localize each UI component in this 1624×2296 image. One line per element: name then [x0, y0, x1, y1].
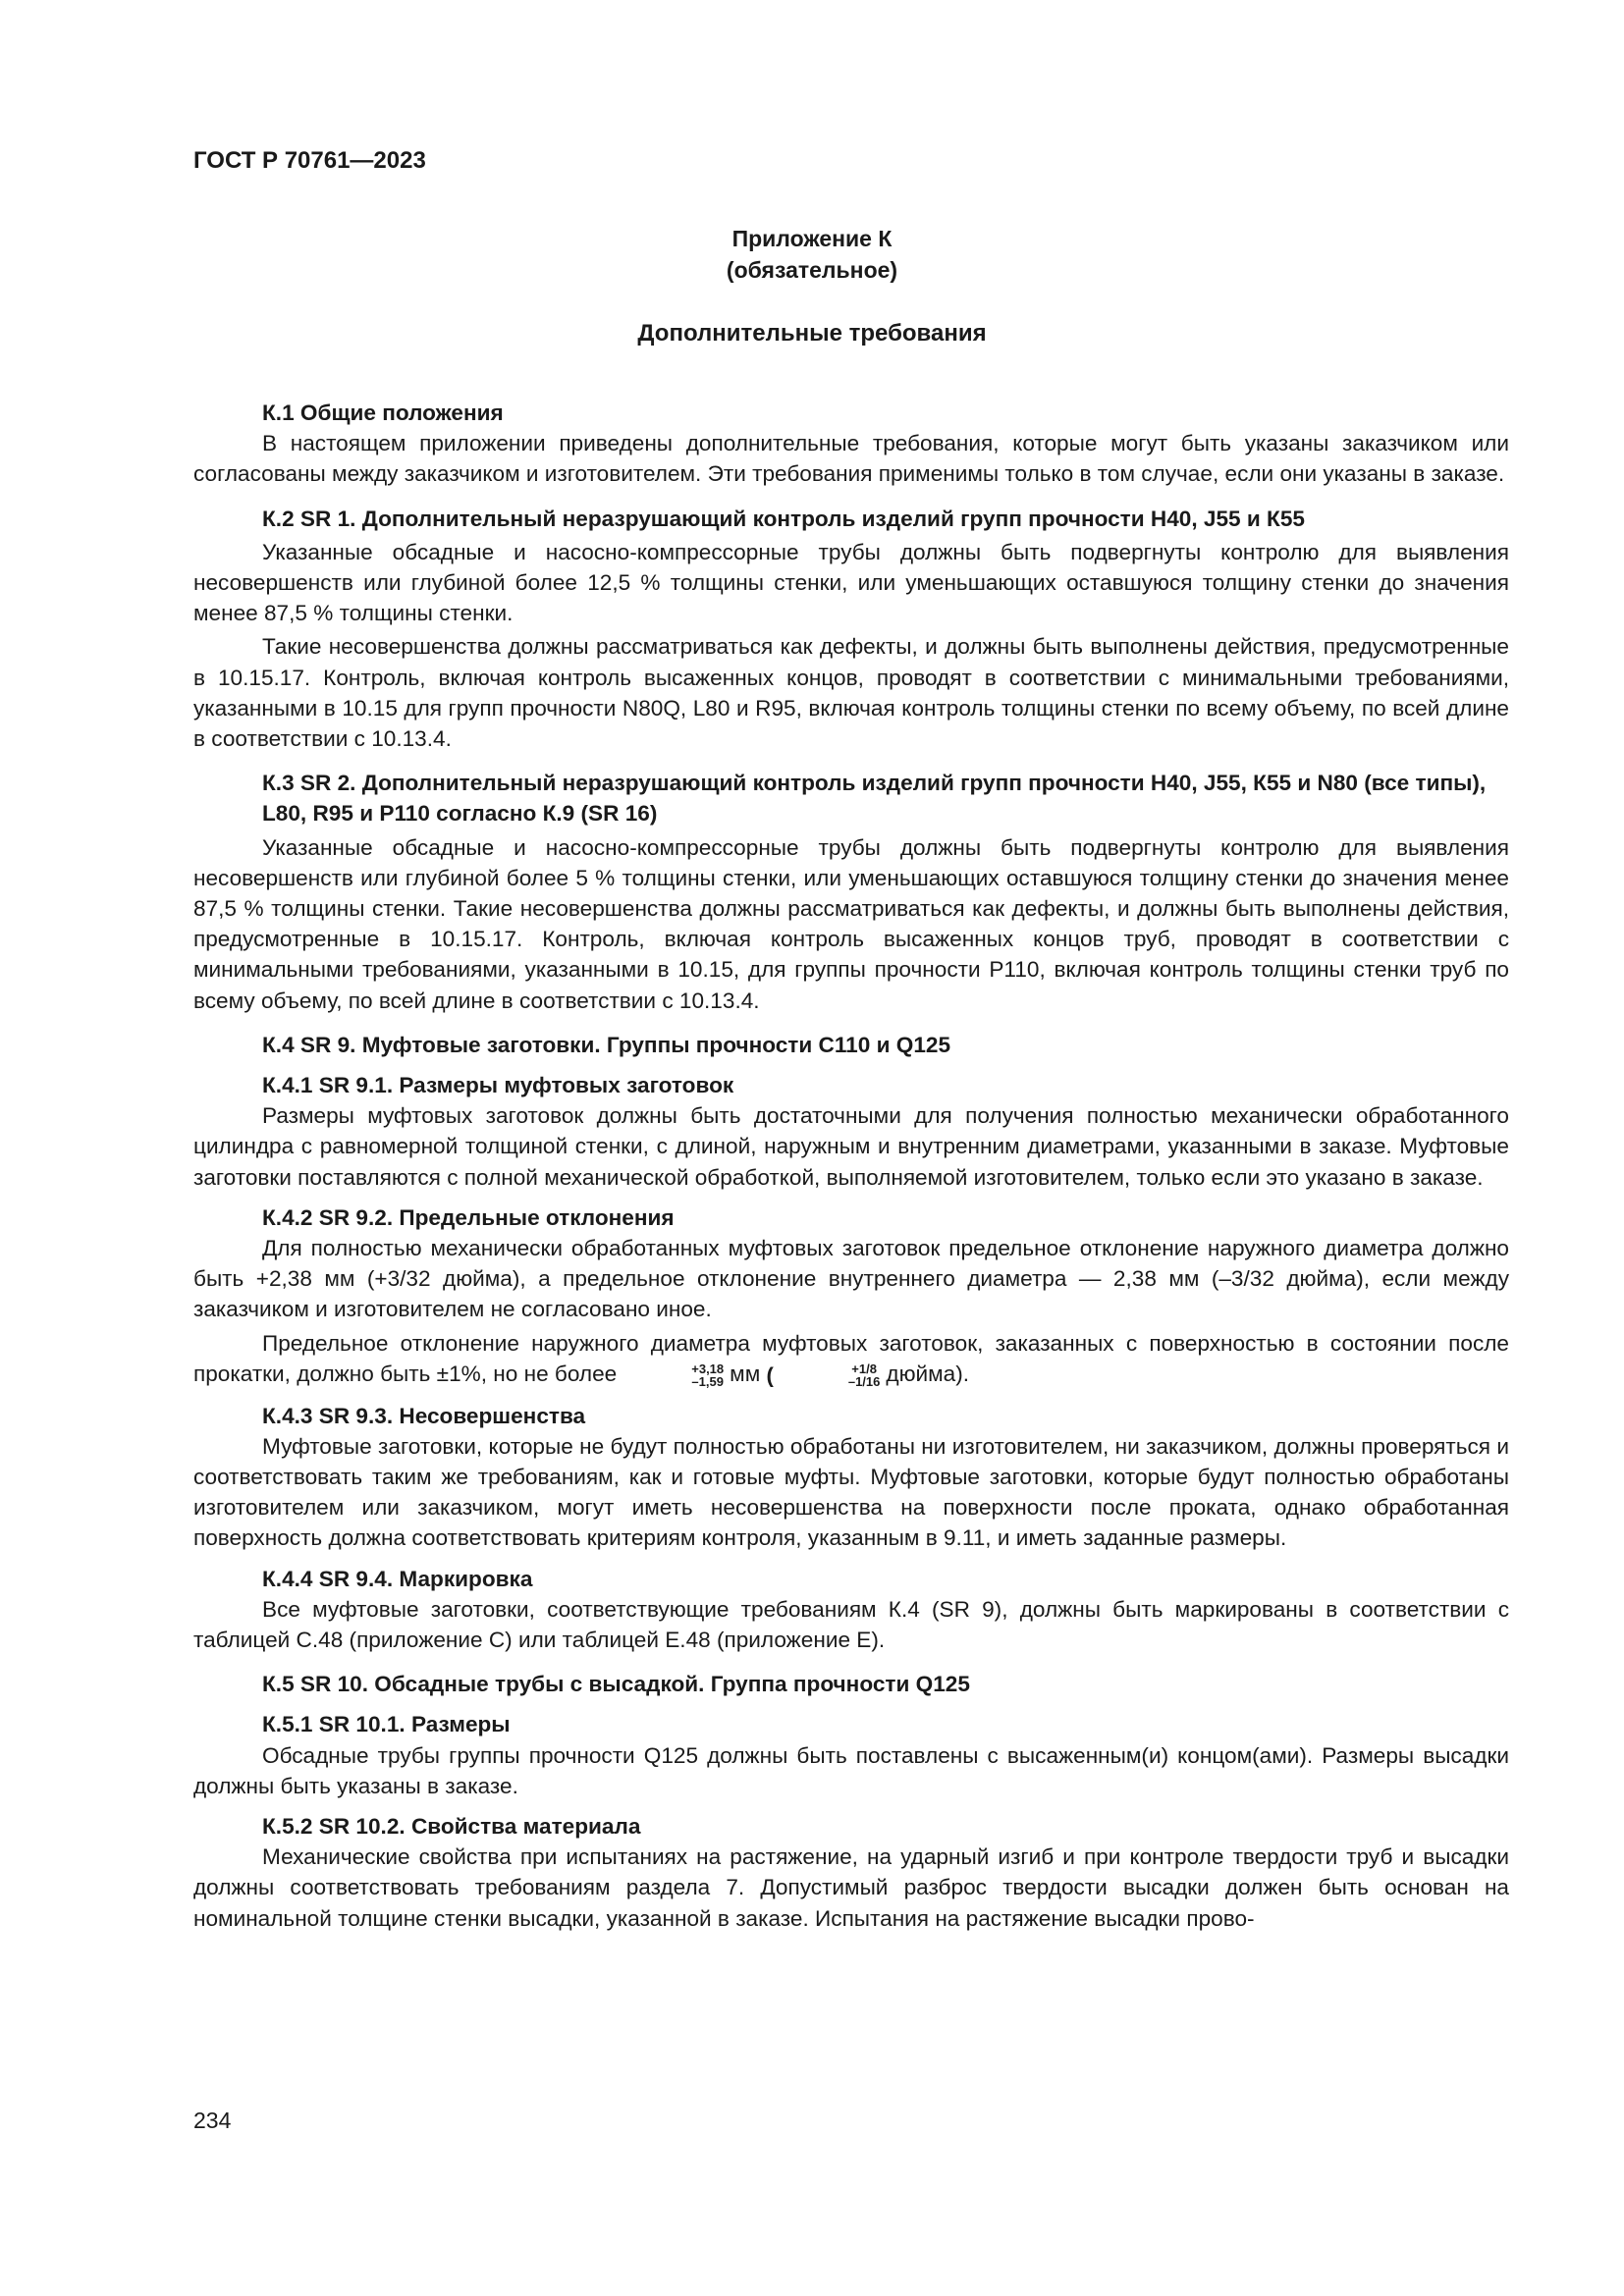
section-k52-paragraph: Механические свойства при испытаниях на растяжение, на ударный изгиб и при контроле твердости труб и высадки должны соответствовать требованиям раздела 7. Допустимый разброс твердости высадки должен быть основан на номинальной толщине стенки высадки, указанной в заказе. Испытания на растяжение высадки прово- [193, 1844, 1509, 1931]
k42-text-c: дюйма). [886, 1361, 970, 1386]
section-k44-paragraph: Все муфтовые заготовки, соответствующие требованиям К.4 (SR 9), должны быть маркированы в соответствии с таблицей С.48 (приложение С) или таблицей Е.48 (приложение Е). [193, 1596, 1509, 1652]
annex-heading: Дополнительные требования [637, 320, 987, 347]
mm-tolerance-upper: +3,18 [691, 1361, 725, 1376]
mm-tolerance-lower: –1,59 [691, 1373, 724, 1389]
section-k2-paragraph-2: Такие несовершенства должны рассматриваться как дефекты, и должны быть выполнены действия, предусмотренные в 10.15.17. Контроль, включая контроль высаженных концов, проводят в соответствии с минимальными требованиями, указанными в 10.15 для групп прочности N80Q, L80 и R95, включая контроль толщины стенки по всему объему, по всей длине в соответствии с 10.13.4. [193, 634, 1509, 752]
inch-tolerance-upper: +1/8 [851, 1361, 877, 1376]
document-id: ГОСТ Р 70761—2023 [193, 147, 426, 174]
section-k3-title: К.3 SR 2. Дополнительный неразрушающий контроль изделий групп прочности Н40, J55, К55 и N80 (все типы), L80, R95 и Р110 согласно К.9 (SR 16) [262, 771, 1487, 827]
section-k5-title: К.5 SR 10. Обсадные трубы с высадкой. Группа прочности Q125 [262, 1672, 970, 1697]
section-k41-title: К.4.1 SR 9.1. Размеры муфтовых заготовок [262, 1073, 734, 1098]
inch-tolerance-fraction [780, 1362, 881, 1388]
k42-text-a: Предельное отклонение наружного диаметра муфтовых заготовок, заказанных с поверхностью в состоянии после прокатки, должно быть ±1%, но не более [193, 1330, 1509, 1386]
annex-type: (обязательное) [726, 257, 898, 283]
annex-title: Приложение К [731, 226, 893, 251]
section-k1-paragraph: В настоящем приложении приведены дополнительные требования, которые могут быть указаны заказчиком или согласованы между заказчиком и изготовителем. Эти требования применимы только в том случае, если они указаны в заказе. [193, 431, 1509, 487]
inch-tolerance-lower: –1/16 [847, 1373, 881, 1389]
open-paren: ( [766, 1362, 774, 1388]
section-k2-title: К.2 SR 1. Дополнительный неразрушающий контроль изделий групп прочности Н40, J55 и К55 [262, 506, 1305, 531]
section-k4-title: К.4 SR 9. Муфтовые заготовки. Группы прочности С110 и Q125 [262, 1032, 951, 1057]
section-k43-title: К.4.3 SR 9.3. Несовершенства [262, 1403, 586, 1428]
section-k51-paragraph: Обсадные трубы группы прочности Q125 должны быть поставлены с высаженным(и) концом(ами). Размеры высадки должны быть указаны в заказе. [193, 1742, 1509, 1798]
page-number: 234 [193, 2108, 232, 2133]
section-k42-title: К.4.2 SR 9.2. Предельные отклонения [262, 1204, 675, 1230]
section-k3-paragraph: Указанные обсадные и насосно-компрессорные трубы должны быть подвергнуты контролю для выявления несовершенств или глубиной более 5 % толщины стенки, или уменьшающих оставшуюся толщину стенки до значения менее 87,5 % толщины стенки. Такие несовершенства должны рассматриваться как дефекты, и должны быть выполнены действия, предусмотренные в 10.15.17. Контроль, включая контроль высаженных концов труб, проводят в соответствии с минимальными требованиями, указанными в 10.15, для группы прочности Р110, включая контроль толщины стенки труб по всему объему, по всей длине в соответствии с 10.13.4. [193, 834, 1509, 1013]
section-k42-paragraph-1: Для полностью механически обработанных муфтовых заготовок предельное отклонение наружного диаметра должно быть +2,38 мм (+3/32 дюйма), а предельное отклонение внутреннего диаметра — 2,38 мм (–3/32 дюйма), если между заказчиком и изготовителем не согласовано иное. [193, 1236, 1509, 1322]
section-k51-title: К.5.1 SR 10.1. Размеры [262, 1712, 511, 1737]
section-k1-title: К.1 Общие положения [262, 400, 504, 425]
k42-text-b: мм [730, 1361, 761, 1386]
section-k41-paragraph: Размеры муфтовых заготовок должны быть достаточными для получения полностью механически обработанного цилиндра с равномерной толщиной стенки, с длиной, наружным и внутренним диаметрами, указанными в заказе. Муфтовые заготовки поставляются с полной механической обработкой, выполняемой изготовителем, только если это указано в заказе. [193, 1103, 1509, 1190]
section-k52-title: К.5.2 SR 10.2. Свойства материала [262, 1813, 641, 1839]
section-k44-title: К.4.4 SR 9.4. Маркировка [262, 1566, 533, 1591]
section-k42-paragraph-2 [193, 1328, 1509, 1391]
section-k43-paragraph: Муфтовые заготовки, которые не будут полностью обработаны ни изготовителем, ни заказчиком, должны проверяться и соответствовать таким же требованиям, как и готовые муфты. Муфтовые заготовки, которые будут полностью обработаны изготовителем или заказчиком, могут иметь несовершенства на поверхности после проката, однако обработанная поверхность должна соответствовать критериям контроля, указанным в 9.11, и иметь заданные размеры. [193, 1433, 1509, 1551]
document-body [193, 398, 1509, 1934]
section-k2-paragraph-1: Указанные обсадные и насосно-компрессорные трубы должны быть подвергнуты контролю для выявления несовершенств или глубиной более 12,5 % толщины стенки, или уменьшающих оставшуюся толщину стенки до значения менее 87,5 % толщины стенки. [193, 539, 1509, 626]
mm-tolerance-fraction [623, 1362, 724, 1388]
